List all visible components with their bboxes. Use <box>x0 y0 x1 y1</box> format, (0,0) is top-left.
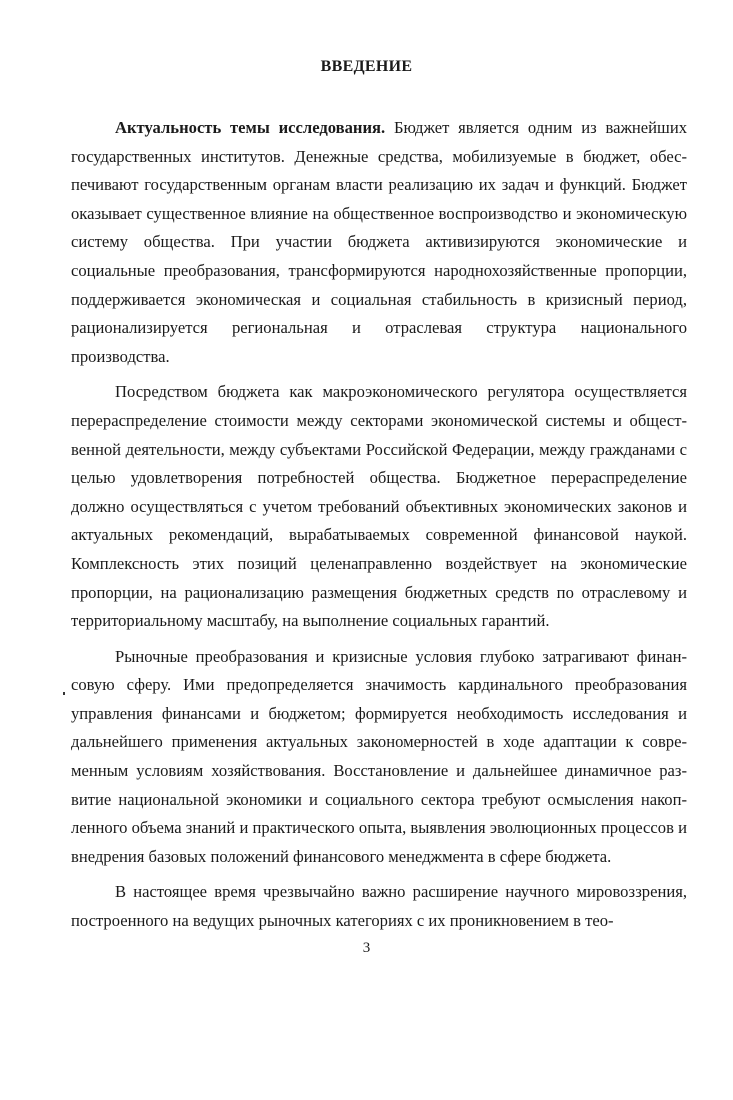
paragraph-3: Рыночные преобразования и кризисные условия глубоко затрагивают финансовую сферу. Ими предопределяется значимость кардинального преобразования управления финансами и бюджетом; формируется необходимость исследования и дальнейшего применения актуальных закономерностей в ходе адаптации к современным условиям хозяйствования. Восстановление и дальнейшее динамичное развитие национальной экономики и социального сектора требуют осмысления накопленного объема знаний и практического опыта, выявления эволюционных процессов и внедрения базовых положений финансового менеджмента в сфере бюджета. <box>71 646 687 866</box>
paragraph-2: Посредством бюджета как макроэкономического регулятора осуществляется перераспределение стоимости между секторами экономической системы и общественной деятельности, между субъектами Российской Федерации, между гражданами с целью удовлетворения потребностей общества. Бюджетное перераспределение должно осуществляться с учетом требований объективных экономических законов и актуальных рекомендаций, вырабатываемых современной финансовой наукой. Комплексность этих позиций целенаправленно воздействует на экономические пропорции, на рационализацию размещения бюджетных средств по отраслевому и территориальному масштабу, на выполнение социальных гарантий. <box>71 382 687 631</box>
page-title: ВВЕДЕНИЕ <box>320 58 413 75</box>
paragraph-1 <box>71 114 687 371</box>
body-text <box>71 114 687 943</box>
paragraph-text: Бюджет является одним из важнейших государственных институтов. Денежные средства, мобилизуемые в бюджет, обеспечивают государственным органам власти реализацию их задач и функций. Бюджет оказывает существенное влияние на общественное воспроизводство и экономическую систему общества. При участии бюджета активизируются экономические и социальные преобразования, трансформируются народнохозяйственные пропорции, поддерживается экономическая и социальная стабильность в кризисный период, рационализируется региональная и отраслевая структура национального производства. <box>71 118 687 366</box>
scan-artifact <box>63 692 65 695</box>
paragraph-4: В настоящее время чрезвычайно важно расширение научного мировоззрения, построенного на ведущих рыночных категориях с их проникновением в тео- <box>71 882 687 931</box>
page-number: 3 <box>362 940 371 956</box>
paragraph-lead: Актуальность темы исследования. <box>115 118 386 137</box>
